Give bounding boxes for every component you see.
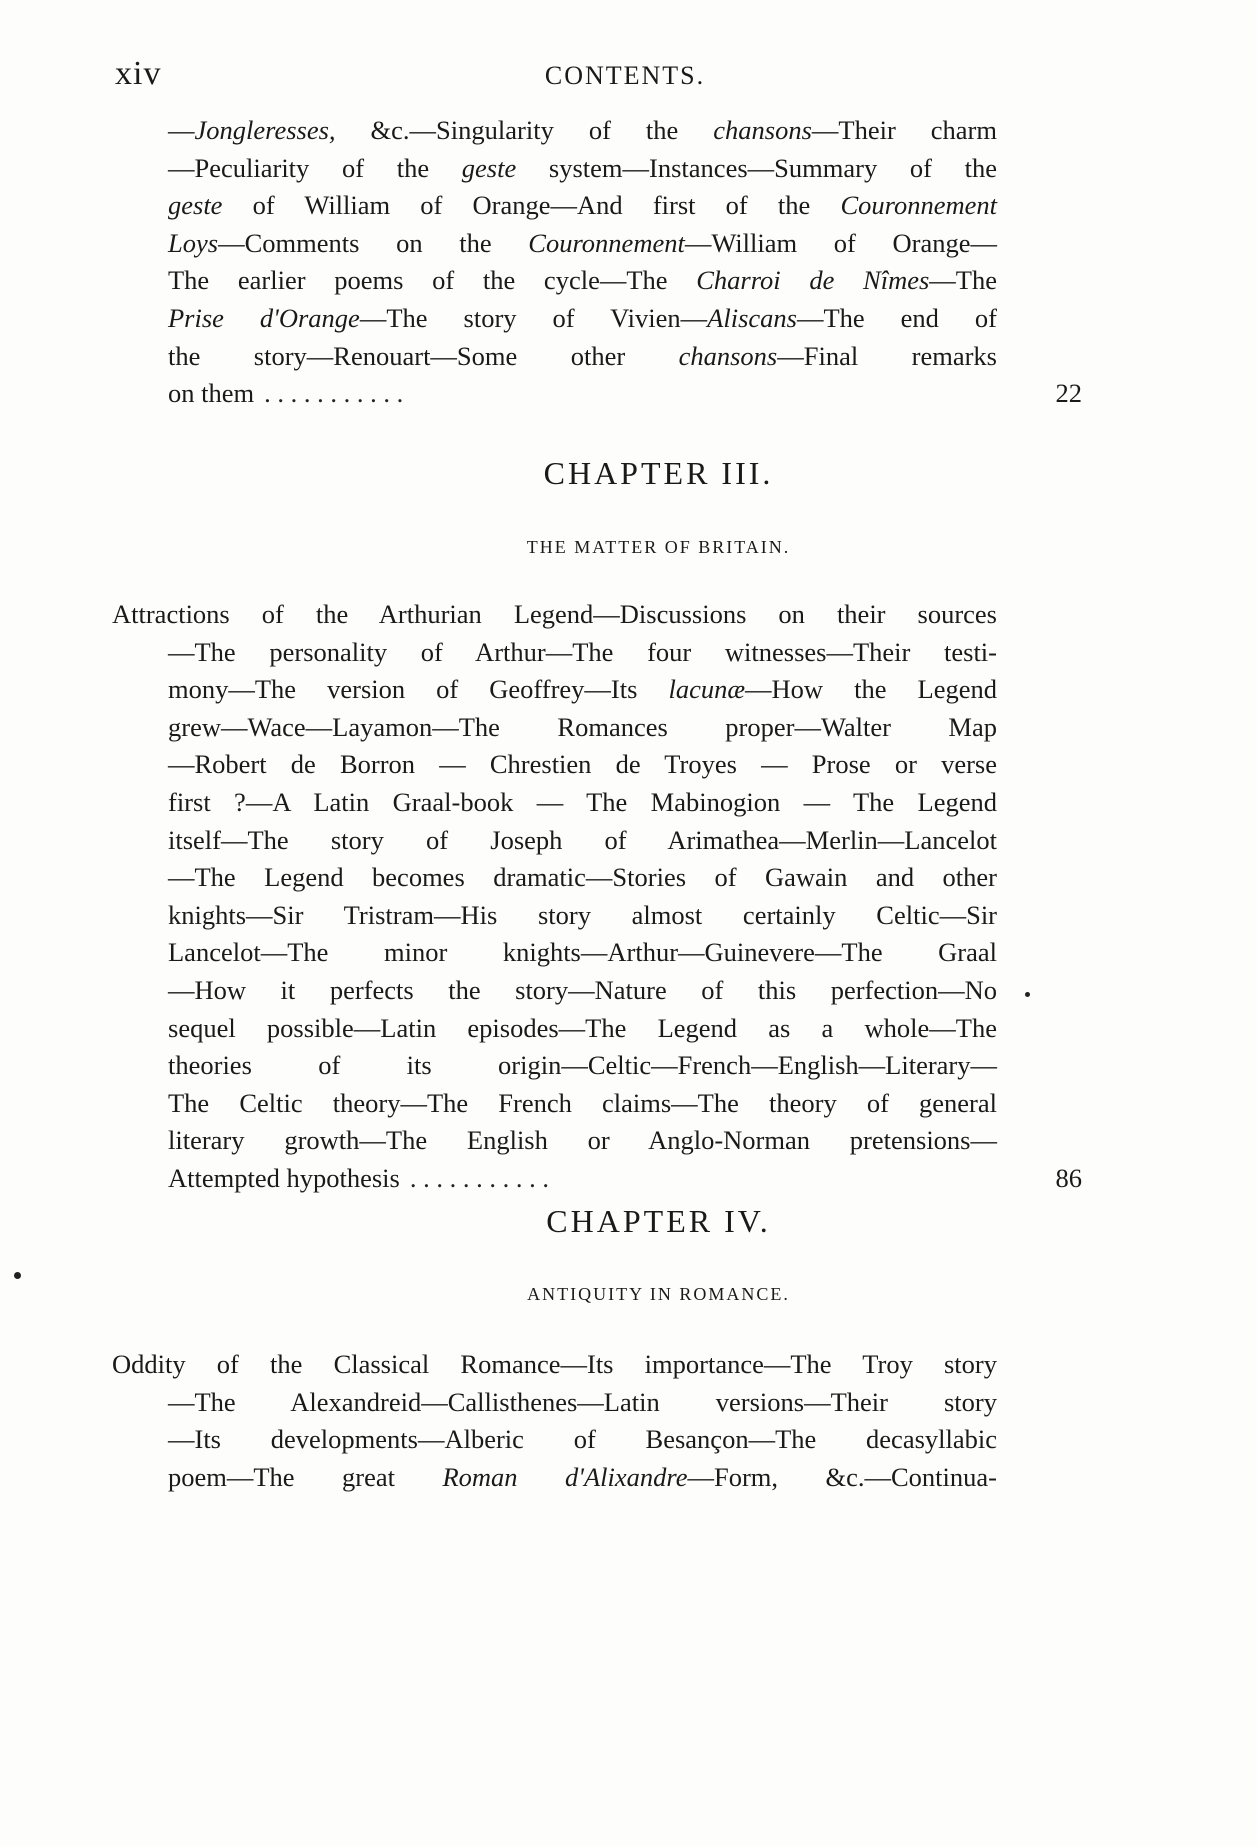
summary-line xyxy=(112,1010,997,1048)
text-run: —William of Orange— xyxy=(684,227,997,258)
summary-last-line xyxy=(112,375,1082,413)
text-run: grew—Wace—Layamon—The Romances proper—Walter Map xyxy=(168,711,997,742)
text-run: — xyxy=(168,115,195,145)
chapter-4-subtitle: ANTIQUITY IN ROMANCE. xyxy=(527,1284,790,1304)
text-run: sequel possible—Latin episodes—The Legend as a whole—The xyxy=(168,1012,997,1043)
italic-title: lacunæ xyxy=(668,674,746,705)
last-line-text: on them xyxy=(168,378,255,409)
summary-line xyxy=(112,338,997,376)
text-run: itself—The story of Joseph of Arimathea—Merlin—Lancelot xyxy=(168,824,997,855)
summary-line xyxy=(112,784,997,822)
summary-line xyxy=(112,187,997,225)
text-run: the story—Renouart—Some other xyxy=(168,340,679,371)
italic-title: Roman d'Alixandre xyxy=(442,1461,688,1492)
summary-line xyxy=(112,822,997,860)
text-run: —The end of xyxy=(796,302,997,333)
summary-line xyxy=(112,112,997,150)
italic-title: geste xyxy=(461,152,517,183)
italic-title: Prise d'Orange xyxy=(168,302,360,333)
text-run: poem—The great xyxy=(168,1461,443,1492)
summary-line xyxy=(112,972,997,1010)
leader-line xyxy=(168,375,997,413)
chapter-3-heading: CHAPTER III. xyxy=(543,455,774,491)
summary-line xyxy=(112,897,997,935)
summary-line xyxy=(112,262,997,300)
chapter-4-heading: CHAPTER IV. xyxy=(546,1203,771,1239)
text-run: The Celtic theory—The French claims—The theory of general xyxy=(168,1087,997,1118)
summary-line xyxy=(112,634,997,672)
italic-title: Loys xyxy=(168,227,219,258)
text-run: system—Instances—Summary of the xyxy=(516,152,997,183)
page-number: xiv xyxy=(115,55,162,92)
text-run: —The personality of Arthur—The four witnesses—Their testi- xyxy=(168,636,997,667)
dot-leader: . . . . . . . . . . . xyxy=(264,378,404,409)
text-run: of William of Orange—And first of the xyxy=(222,190,841,221)
italic-title: Jongleresses, xyxy=(194,115,336,145)
toc-page-number: 86 xyxy=(1055,1162,1082,1193)
summary-line xyxy=(112,1047,997,1085)
italic-title: Aliscans xyxy=(707,302,797,333)
summary-line xyxy=(112,1384,997,1422)
leader-line xyxy=(168,1160,997,1198)
text-run: Oddity of the Classical Romance—Its importance—The Troy story xyxy=(112,1349,997,1379)
ink-speck xyxy=(1025,992,1030,997)
summary-line xyxy=(112,746,997,784)
summary-line xyxy=(112,1122,997,1160)
text-run: theories of its origin—Celtic—French—English—Literary— xyxy=(168,1050,997,1081)
chapter-4-summary xyxy=(112,1346,997,1496)
summary-line xyxy=(112,709,997,747)
summary-line xyxy=(112,1459,997,1497)
text-run: —Peculiarity of the xyxy=(168,152,462,183)
text-run: &c.—Singularity of the xyxy=(335,115,714,145)
italic-title: Couronnement xyxy=(840,190,997,221)
summary-line xyxy=(112,1085,997,1123)
summary-line xyxy=(112,1346,997,1384)
italic-title: chansons xyxy=(713,115,812,145)
dot-leader: . . . . . . . . . . . xyxy=(409,1162,549,1193)
page-header xyxy=(115,55,1075,95)
running-title: CONTENTS. xyxy=(544,61,706,90)
last-line-text: Attempted hypothesis xyxy=(168,1162,400,1193)
text-run: literary growth—The English or Anglo-Norman pretensions— xyxy=(168,1125,997,1156)
chapter-3-subtitle: THE MATTER OF BRITAIN. xyxy=(526,537,791,557)
text-run: —Its developments—Alberic of Besançon—The decasyllabic xyxy=(168,1424,997,1455)
text-run: mony—The version of Geoffrey—Its xyxy=(168,674,669,705)
text-run: first ?—A Latin Graal-book — The Mabinogion — The Legend xyxy=(168,786,997,817)
text-run: —The xyxy=(929,265,997,296)
italic-title: geste xyxy=(168,190,223,221)
text-run: Attractions of the Arthurian Legend—Discussions on their sources xyxy=(112,599,997,629)
text-run: —Form, &c.—Continua- xyxy=(687,1461,997,1492)
toc-page-number: 22 xyxy=(1055,378,1082,409)
text-run: Lancelot—The minor knights—Arthur—Guinevere—The Graal xyxy=(168,937,997,968)
summary-line xyxy=(112,671,997,709)
summary-line xyxy=(112,934,997,972)
text-run: —The Alexandreid—Callisthenes—Latin versions—Their story xyxy=(168,1386,997,1417)
chapter-3-summary xyxy=(112,596,1082,1198)
text-run: —Robert de Borron — Chrestien de Troyes — Prose or verse xyxy=(168,749,997,780)
text-run: —Comments on the xyxy=(218,227,529,258)
summary-line xyxy=(112,150,997,188)
summary-line xyxy=(112,859,997,897)
text-run: —How the Legend xyxy=(745,674,997,705)
text-run: —Final remarks xyxy=(777,340,997,371)
summary-line xyxy=(112,225,997,263)
summary-line xyxy=(112,596,997,634)
text-run: knights—Sir Tristram—His story almost certainly Celtic—Sir xyxy=(168,899,997,930)
section-1-summary xyxy=(112,112,1082,413)
summary-line xyxy=(112,300,997,338)
text-run: —Their charm xyxy=(811,115,997,145)
summary-line xyxy=(112,1421,997,1459)
italic-title: Charroi de Nîmes xyxy=(696,265,930,296)
ink-speck xyxy=(14,1272,21,1279)
italic-title: chansons xyxy=(678,340,778,371)
summary-last-line xyxy=(112,1160,1082,1198)
text-run: —How it perfects the story—Nature of this perfection—No xyxy=(168,974,997,1005)
text-run: —The Legend becomes dramatic—Stories of Gawain and other xyxy=(168,862,997,893)
italic-title: Couronnement xyxy=(528,227,685,258)
text-run: The earlier poems of the cycle—The xyxy=(168,265,697,296)
text-run: —The story of Vivien— xyxy=(359,302,708,333)
